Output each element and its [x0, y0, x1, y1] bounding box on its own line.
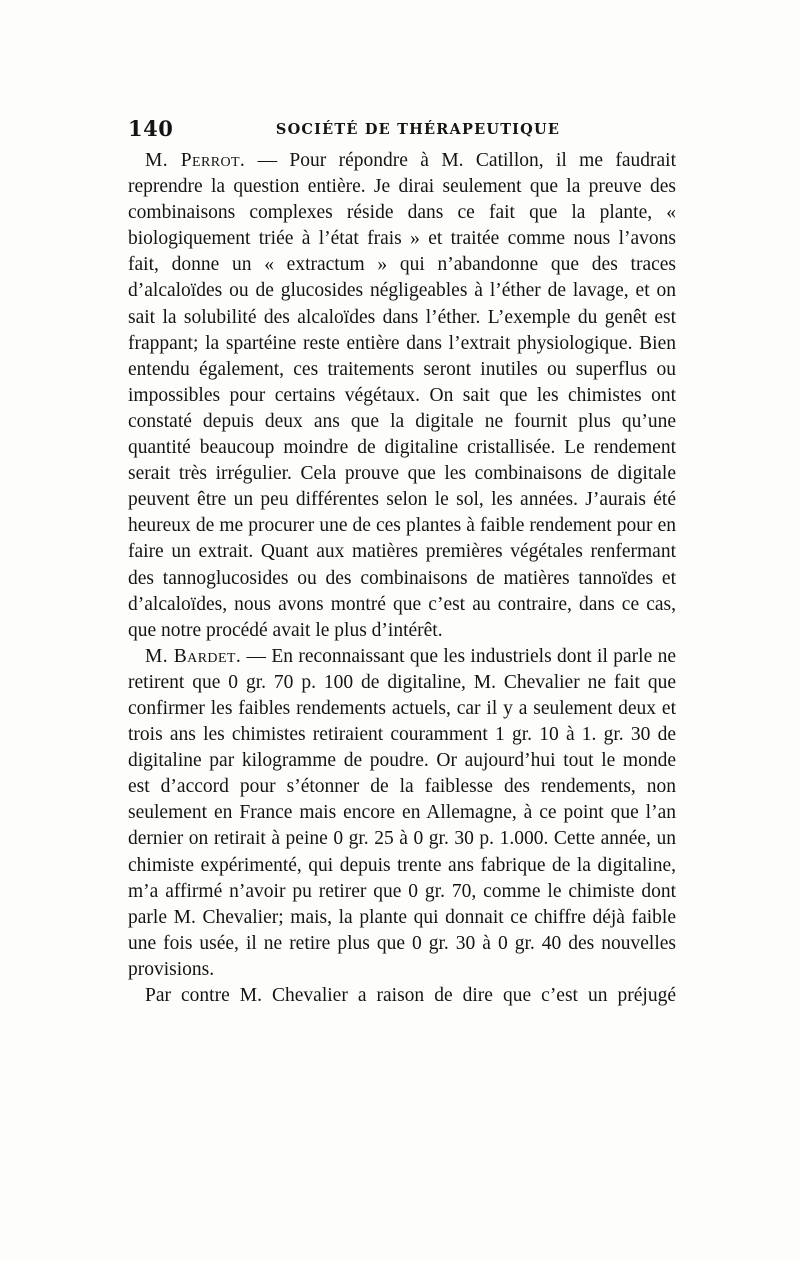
speaker-name: M. Bardet.	[145, 645, 242, 667]
paragraph-perrot	[128, 148, 676, 644]
text-body	[128, 148, 676, 1009]
paragraph-text: — Pour répondre à M. Catillon, il me faudrait reprendre la question entière. Je dirai seulement que la preuve des combinaisons complexes réside dans ce fait que la plante, « biologiquement triée à l’état frais » et traitée comme nous l’avons fait, donne un « extractum » qui n’abandonne que des traces d’alcaloïdes ou de glucosides négligeables à l’éther de lavage, et on sait la solubilité des alcaloïdes dans l’éther. L’exemple du genêt est frappant; la spartéine reste entière dans l’extrait physiologique. Bien entendu également, ces traitements seront inutiles ou superflus ou impossibles pour certains végétaux. On sait que les chimistes ont constaté depuis deux ans que la digitale ne fournit plus qu’une quantité beaucoup moindre de digitaline cristallisée. Le rendement serait très irrégulier. Cela prouve que les combinaisons de digitale peuvent être un peu différentes selon le sol, les années. J’aurais été heureux de me procurer une de ces plantes à faible rendement pour en faire un extrait. Quant aux matières premières végétales renfermant des tannoglucosides ou des combinaisons de matières tannoïdes et d’alcaloïdes, nous avons montré que c’est au contraire, dans ce cas, que notre procédé avait le plus d’intérêt.	[128, 150, 676, 641]
speaker-name: M. Perrot.	[145, 150, 246, 171]
running-head	[128, 116, 676, 142]
page-number: 140	[128, 116, 174, 141]
paragraph-text: — En reconnaissant que les industriels dont il parle ne retirent que 0 gr. 70 p. 100 de digitaline, M. Chevalier ne fait que confirmer les faibles rendements actuels, car il y a seulement deux et trois ans les chimistes retiraient couramment 1 gr. 10 à 1. gr. 30 de digitaline par kilogramme de poudre. Or aujourd’hui tout le monde est d’accord pour s’étonner de la faiblesse des rendements, non seulement en France mais encore en Allemagne, à ce point que l’an dernier on retirait à peine 0 gr. 25 à 0 gr. 30 p. 1.000. Cette année, un chimiste expérimenté, qui depuis trente ans fabrique de la digitaline, m’a affirmé n’avoir pu retirer que 0 gr. 70, comme le chimiste dont parle M. Chevalier; mais, la plante qui donnait ce chiffre déjà faible une fois usée, il ne retire plus que 0 gr. 30 à 0 gr. 40 des nouvelles provisions.	[128, 645, 676, 980]
paragraph-bardet	[128, 644, 676, 983]
journal-title: SOCIÉTÉ DE THÉRAPEUTIQUE	[275, 121, 561, 138]
paragraph-text: Par contre M. Chevalier a raison de dire que c’est un préjugé	[145, 985, 676, 1006]
paragraph-continuation	[128, 983, 676, 1009]
